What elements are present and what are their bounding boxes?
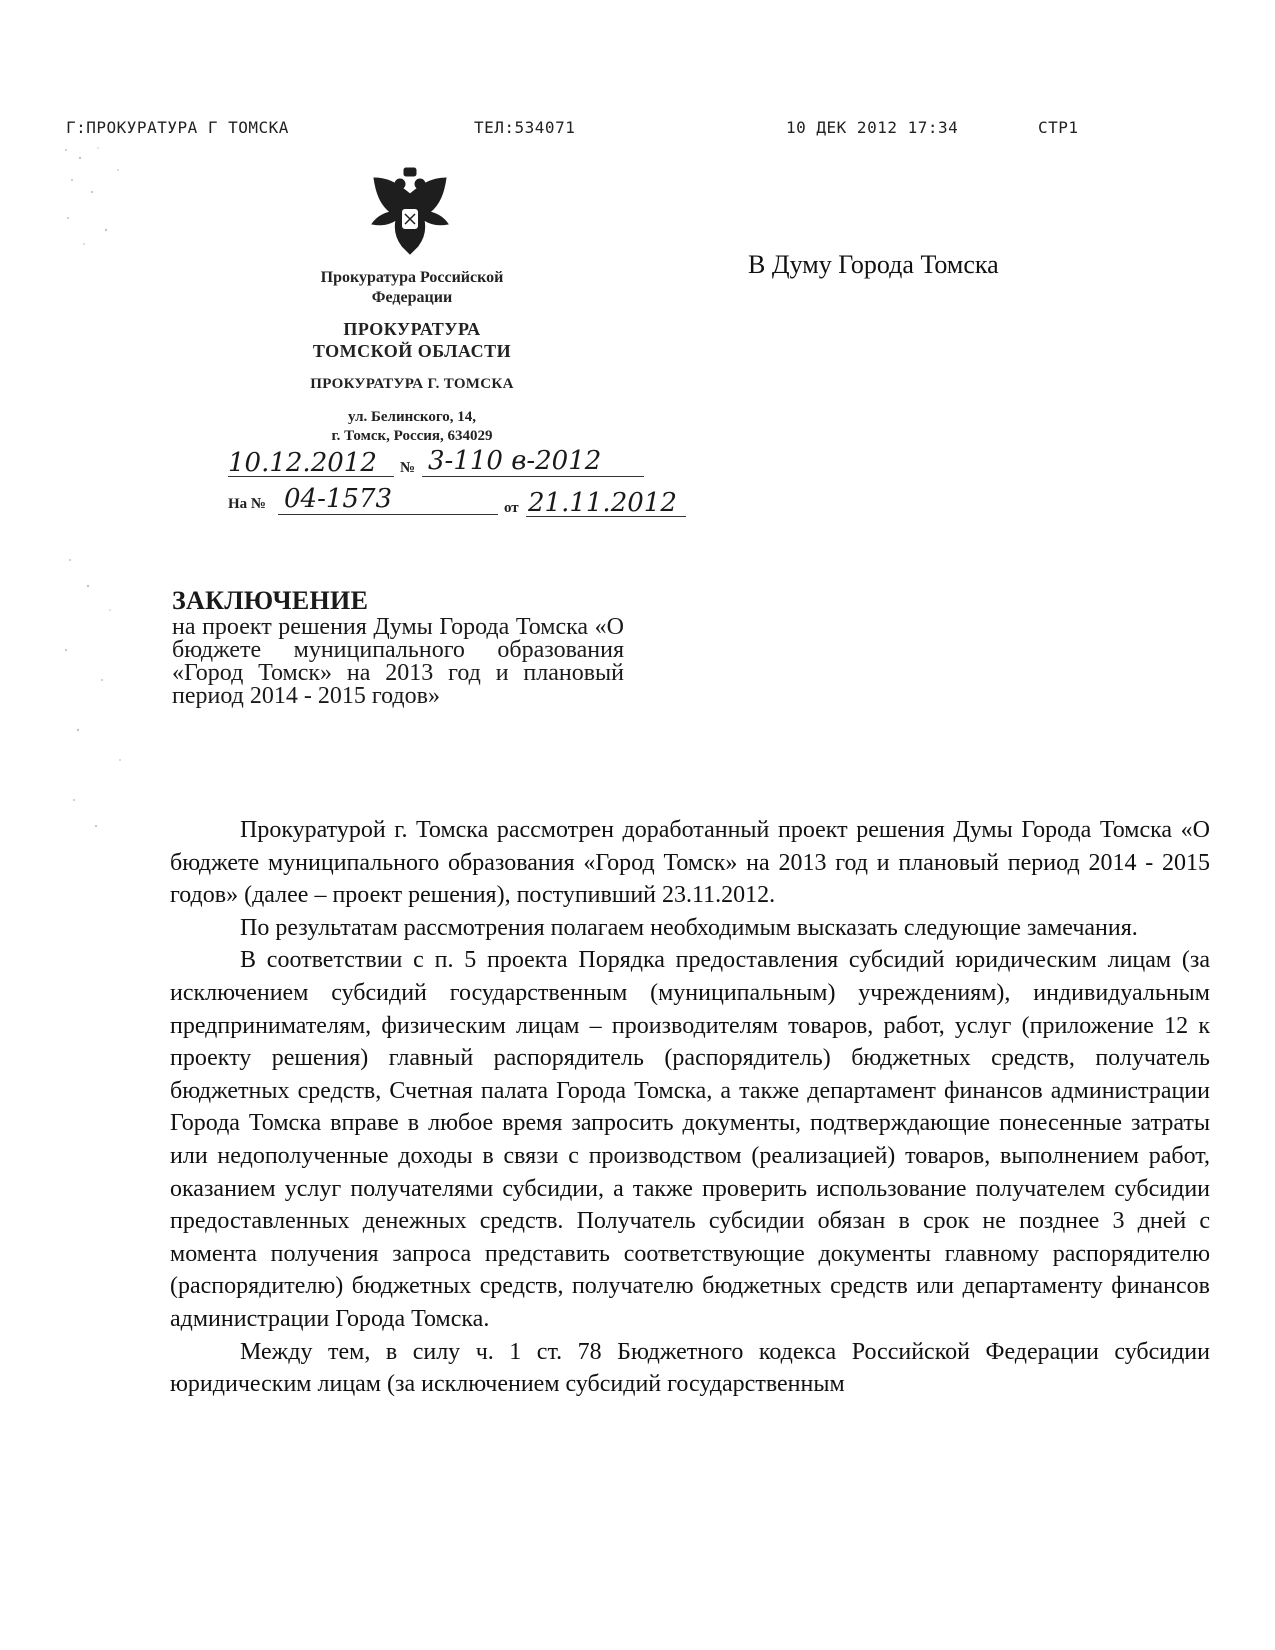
reference-date-underline — [526, 516, 686, 517]
reference-label: На № — [228, 496, 266, 512]
document-body — [170, 814, 1210, 1401]
recipient-line: В Думу Города Томска — [748, 250, 999, 279]
fax-header — [66, 118, 1196, 142]
outgoing-date-handwritten: 10.12.2012 — [228, 448, 377, 478]
body-paragraph: В соответствии с п. 5 проекта Порядка предоставления субсидий юридическим лицам (за исключением субсидий государственным (муниципальным) учреждениям), индивидуальным предпринимателям, физическим лицам – производителям товаров, работ, услуг (приложение 12 к проекту решения) главный распорядитель (распорядитель) бюджетных средств, получатель бюджетных средств, Счетная палата Города Томска, а также департамент финансов администрации Города Томска вправе в любое время запросить документы, подтверждающие понесенные затраты или недополученные доходы в связи с производством (реализацией) товаров, выполнением работ, оказанием услуг получателями субсидии, а также проверить использование получателем субсидии предоставленных денежных средств. Получатель субсидии обязан в срок не позднее 3 дней с момента получения запроса представить соответствующие документы главному распорядителю (распорядителю) бюджетных средств, получателю бюджетных средств или департаменту финансов администрации Города Томска. — [170, 947, 1210, 1332]
body-paragraph: Между тем, в силу ч. 1 ст. 78 Бюджетного кодекса Российской Федерации субсидии юридическим лицам (за исключением субсидий государственным — [170, 1338, 1210, 1398]
russian-coat-of-arms-icon — [360, 164, 460, 264]
letterhead — [262, 268, 562, 446]
conclusion-title: ЗАКЛЮЧЕНИЕ — [172, 586, 369, 615]
outgoing-number-handwritten: 3-110 в-2012 — [428, 446, 602, 476]
city-prosecutor-office: ПРОКУРАТУРА Г. ТОМСКА — [310, 376, 514, 392]
reference-number-handwritten: 04-1573 — [284, 484, 393, 514]
org-name: Прокуратура Российской Федерации — [320, 269, 504, 306]
office-address: ул. Белинского, 14, г. Томск, Россия, 634029 — [331, 409, 493, 444]
scan-noise-decoration — [58, 540, 168, 840]
reference-number-underline — [278, 514, 498, 515]
number-label: № — [400, 460, 416, 476]
region-prosecutor-office: ПРОКУРАТУРА ТОМСКОЙ ОБЛАСТИ — [312, 319, 512, 361]
number-underline — [422, 476, 644, 477]
reference-date-label: от — [504, 500, 519, 516]
conclusion-heading — [172, 586, 624, 708]
fax-phone: ТЕЛ:534071 — [474, 118, 576, 137]
body-paragraph: Прокуратурой г. Томска рассмотрен доработанный проект решения Думы Города Томска «О бюджете муниципального образования «Город Томск» на 2013 год и плановый период 2014 - 2015 годов» (далее – проект решения), поступивший 23.11.2012. — [170, 817, 1210, 909]
reference-date-handwritten: 21.11.2012 — [528, 488, 677, 518]
date-underline — [228, 476, 394, 477]
fax-datetime: 10 ДЕК 2012 17:34 — [786, 118, 959, 137]
scan-noise-decoration — [58, 140, 168, 260]
fax-page-number: СТР1 — [1038, 118, 1079, 137]
conclusion-subject: на проект решения Думы Города Томска «О бюджете муниципального образования «Город Томск» на 2013 год и плановый период 2014 - 2015 годов» — [172, 614, 624, 709]
body-paragraph: По результатам рассмотрения полагаем необходимым высказать следующие замечания. — [240, 914, 1138, 941]
outgoing-registration — [228, 446, 648, 482]
fax-sender: Г:ПРОКУРАТУРА Г ТОМСКА — [66, 118, 289, 137]
reference-registration — [228, 484, 688, 518]
